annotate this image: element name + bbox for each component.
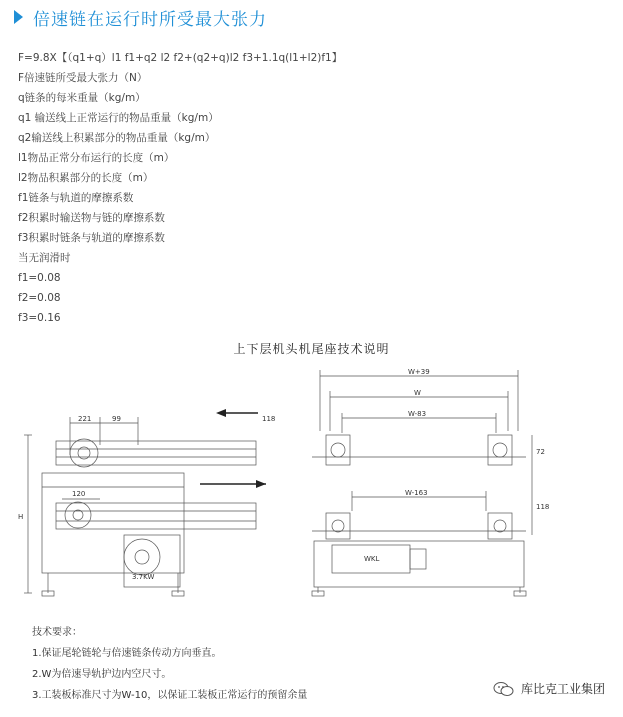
definition-line: F倍速链所受最大张力（N）	[18, 72, 148, 84]
technical-drawing	[0, 355, 623, 617]
requirement-item: 1.保证尾轮链轮与倍速链条传动方向垂直。	[32, 648, 222, 659]
formula-block	[18, 48, 608, 328]
definition-line: l1物品正常分布运行的长度（m）	[18, 152, 175, 164]
coefficient-line: f1=0.08	[18, 272, 61, 284]
dim-99: 99	[112, 415, 121, 423]
triangle-bullet-icon	[14, 10, 23, 24]
drawing-title: 上下层机头机尾座技术说明	[233, 342, 390, 356]
definition-line: 当无润滑时	[18, 252, 71, 264]
requirements-title: 技术要求：	[32, 627, 82, 638]
requirement-item: 3.工装板标准尺寸为W-10，以保证工装板正常运行的预留余量	[32, 690, 308, 701]
technical-requirements	[32, 622, 307, 706]
section-title: 倍速链在运行时所受最大张力	[33, 9, 267, 30]
definition-line: f3积累时链条与轨道的摩擦系数	[18, 232, 165, 244]
definition-line: q2输送线上积累部分的物品重量（kg/m）	[18, 132, 216, 144]
definition-line: q1 输送线上正常运行的物品重量（kg/m）	[18, 112, 219, 124]
formula-line: F=9.8X【（q1+q）l1 f1+q2 l2 f2+(q2+q)l2 f3+1.1q(l1+l2)f1】	[18, 52, 343, 64]
dim-118-right: 118	[536, 503, 550, 511]
wechat-icon	[493, 681, 515, 697]
dim-118-left: 118	[262, 415, 276, 423]
motor-power: 3.7KW	[132, 573, 155, 581]
dim-w83: W-83	[408, 410, 427, 418]
right-front-view	[312, 368, 549, 596]
dim-w39: W+39	[408, 368, 430, 376]
dim-w163: W-163	[405, 489, 428, 497]
dim-221: 221	[78, 415, 92, 423]
dim-72: 72	[536, 448, 545, 456]
coefficient-line: f2=0.08	[18, 292, 61, 304]
definition-line: q链条的每米重量（kg/m）	[18, 92, 146, 104]
coefficient-line: f3=0.16	[18, 312, 61, 324]
brand-name: 库比克工业集团	[520, 682, 605, 696]
motor-label: WKL	[364, 555, 380, 563]
dim-120: 120	[72, 490, 86, 498]
requirement-item: 2.W为倍速导轨护边内空尺寸。	[32, 669, 172, 680]
dim-w: W	[414, 389, 421, 397]
brand-watermark	[493, 680, 605, 697]
left-side-view	[18, 409, 275, 596]
definition-line: f1链条与轨道的摩擦系数	[18, 192, 134, 204]
definition-line: l2物品积累部分的长度（m）	[18, 172, 154, 184]
dim-h: H	[18, 513, 24, 521]
definition-line: f2积累时输送物与链的摩擦系数	[18, 212, 165, 224]
section-heading	[14, 4, 267, 30]
